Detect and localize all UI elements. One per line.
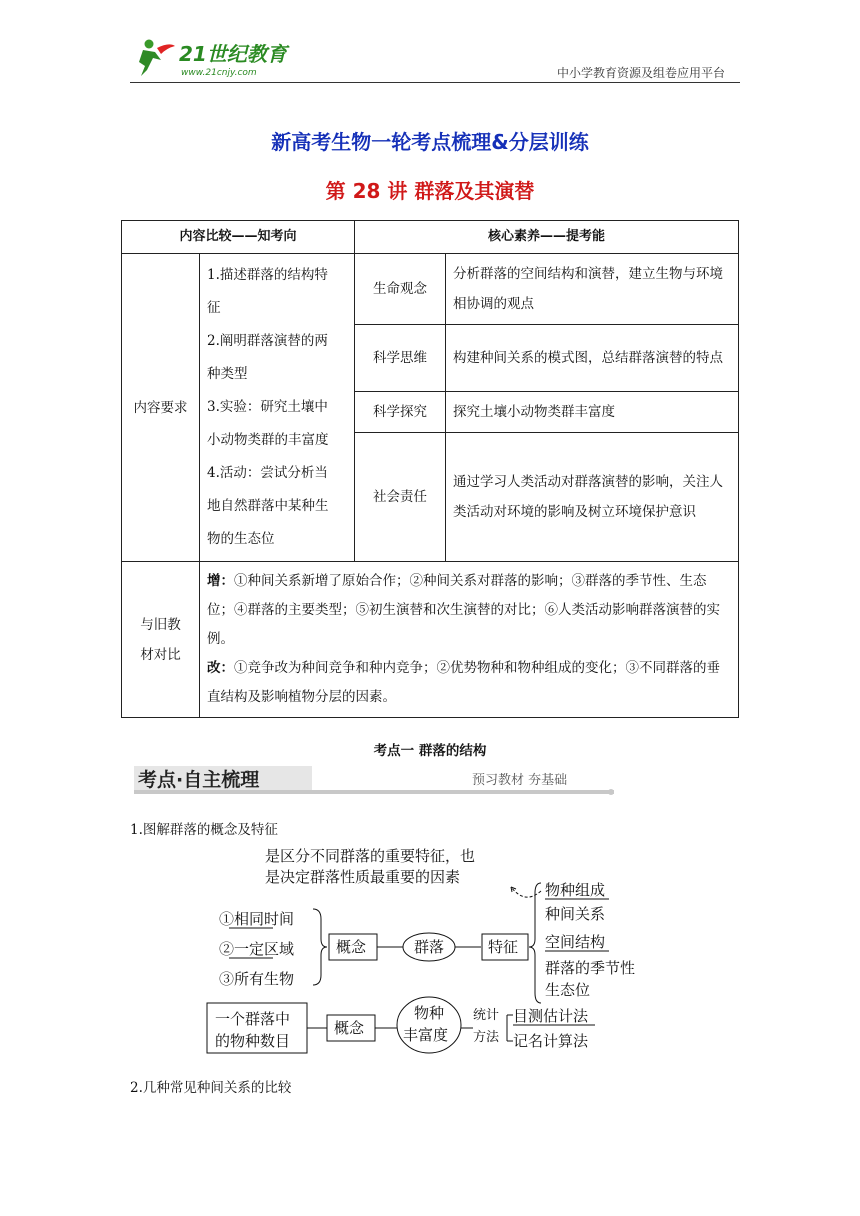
add-label: 增： [207,573,234,589]
page-title: 新高考生物一轮考点梳理&分层训练 [271,130,589,154]
note-line-2: 是决定群落性质最重要的因素 [265,868,461,886]
community-node: 群落 [414,938,445,956]
logo-text: 21世纪教育 [179,42,287,66]
change-label: 改： [207,660,234,676]
table-row [122,254,739,325]
banner-end-dot [608,789,614,795]
feature-item: 空间结构 [545,933,606,951]
compare-label-line: 与旧教 [140,616,181,633]
literacy-desc: 探究土壤小动物类群丰富度 [446,392,739,433]
site-logo [135,36,295,80]
concept-item: ②一定区域 [219,940,295,958]
concept-box: 概念 [336,938,367,956]
richness-node: 物种 [414,1004,445,1022]
feature-item: 生态位 [545,981,591,999]
feature-item: 种间关系 [545,905,606,923]
section-title: 考点一 群落的结构 [373,743,487,759]
stat-method: 目测估计法 [513,1007,589,1025]
requirements-cell [200,254,355,562]
requirement-line: 征 [207,300,221,316]
banner-right-text: 预习教材 夯基础 [472,773,568,788]
logo-url: www.21cnjy.com [181,68,257,78]
item-2-label: 2.几种常见种间关系的比较 [130,1080,292,1096]
requirement-line: 地自然群落中某种生 [207,498,329,514]
stat-method-label: 统计 [473,1008,500,1023]
richness-node: 丰富度 [403,1026,449,1044]
table-header-row [122,221,739,254]
feature-box: 特征 [488,938,519,956]
requirement-line: 2.阐明群落演替的两 [207,333,328,349]
feature-item: 群落的季节性 [545,959,636,977]
requirement-line: 3.实验：研究土壤中 [207,399,328,415]
feature-item: 物种组成 [545,881,606,899]
requirement-line: 4.活动：尝试分析当 [207,465,328,481]
requirement-line: 1.描述群落的结构特 [207,267,328,283]
richness-concept-box: 概念 [334,1019,365,1037]
requirement-line: 种类型 [207,366,248,382]
literacy-desc: 分析群落的空间结构和演替，建立生物与环境相协调的观点 [446,254,739,325]
stat-method-label: 方法 [473,1030,500,1045]
requirement-line: 物的生态位 [207,531,275,547]
literacy-name: 科学思维 [355,325,446,392]
outline-table [121,220,739,718]
concept-item: ③所有生物 [219,970,295,988]
note-line-1: 是区分不同群落的重要特征，也 [265,847,476,865]
platform-name: 中小学教育资源及组卷应用平台 [556,66,725,80]
banner-left-text: 考点·自主梳理 [138,769,260,791]
header-divider [130,82,740,83]
literacy-desc: 通过学习人类活动对群落演替的影响，关注人类活动对环境的影响及树立环境保护意识 [446,433,739,562]
richness-def: 的物种数目 [215,1032,291,1050]
lesson-title: 第 28 讲 群落及其演替 [325,179,535,203]
community-diagram [205,843,665,1063]
table-row [122,562,739,718]
compare-label [122,562,200,718]
concept-item: ①相同时间 [219,910,295,928]
header-core-literacy: 核心素养——提考能 [355,221,739,254]
stat-method: 记名计算法 [513,1032,589,1050]
compare-label-line: 材对比 [140,646,181,663]
literacy-name: 社会责任 [355,433,446,562]
section-banner [134,764,614,798]
literacy-name: 科学探究 [355,392,446,433]
req-label: 内容要求 [122,254,200,562]
item-1-label: 1.图解群落的概念及特征 [130,822,278,838]
literacy-name: 生命观念 [355,254,446,325]
change-text: ①竞争改为种间竞争和种内竞争；②优势物种和物种组成的变化；③不同群落的垂直结构及影响植物分层的因素。 [207,660,720,705]
richness-def: 一个群落中 [215,1010,291,1028]
runner-icon [139,40,175,77]
requirement-line: 小动物类群的丰富度 [207,432,329,448]
literacy-desc: 构建种间关系的模式图，总结群落演替的特点 [446,325,739,392]
compare-cell [200,562,739,718]
add-text: ①种间关系新增了原始合作；②种间关系对群落的影响；③群落的季节性、生态位；④群落的主要类型；⑤初生演替和次生演替的对比；⑥人类活动影响群落演替的实例。 [207,573,720,647]
header-content-compare: 内容比较——知考向 [122,221,355,254]
